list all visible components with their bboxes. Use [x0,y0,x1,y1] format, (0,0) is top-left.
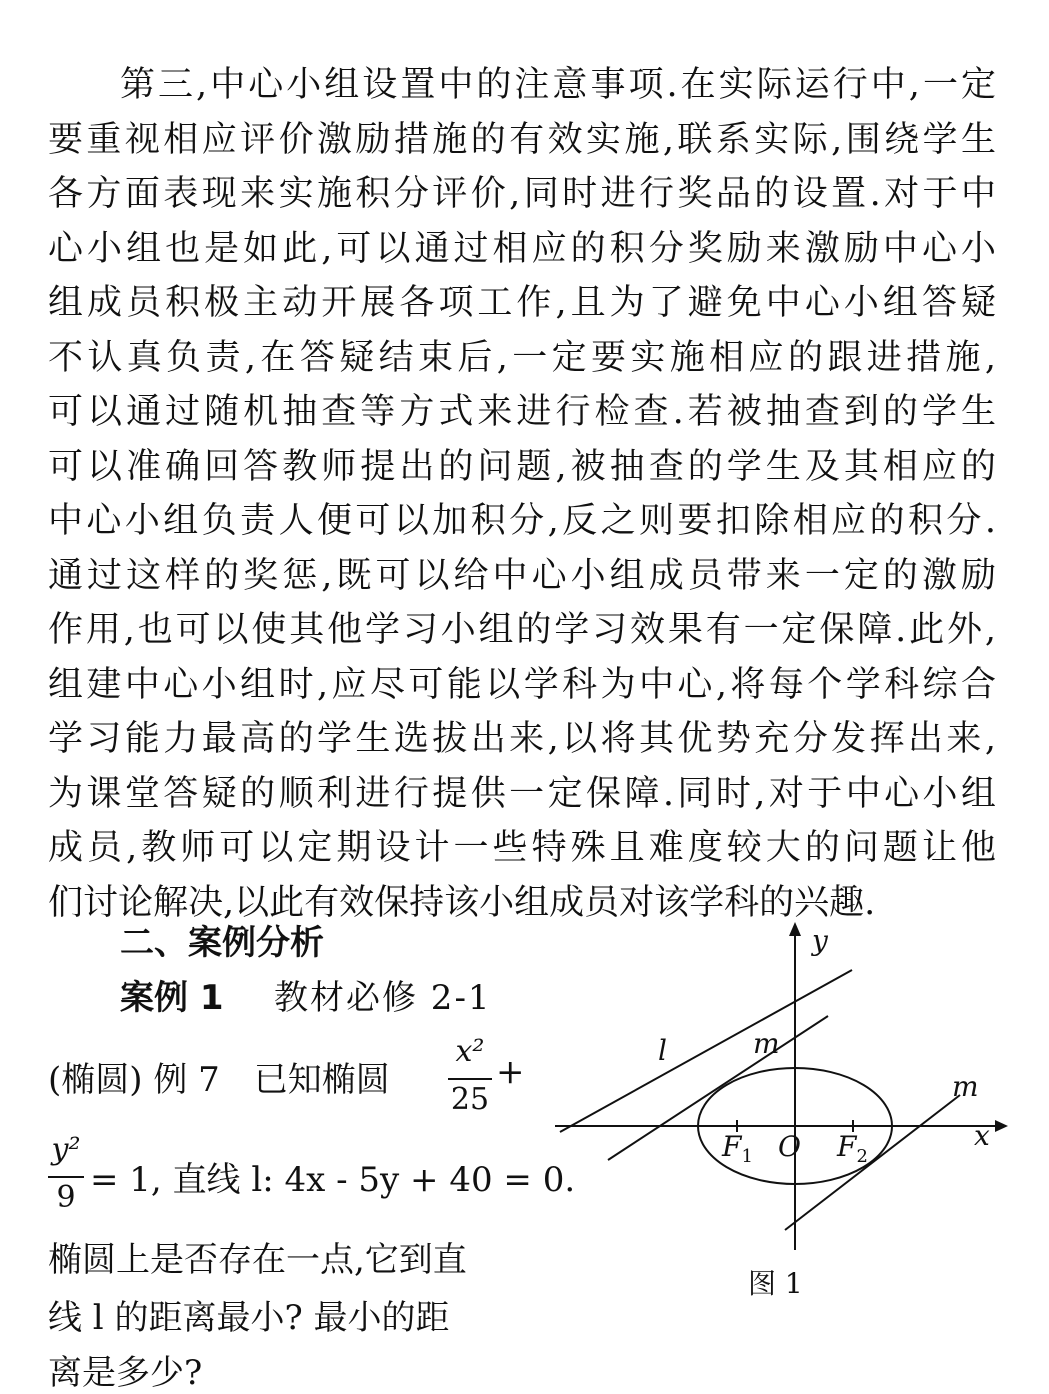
paragraph-line: 心小组也是如此,可以通过相应的积分奖励来激励中心小 [48,228,996,269]
fraction-numerator: y² [51,1132,81,1167]
case-title: 案例 1 [120,978,224,1018]
label-origin: O [778,1130,801,1163]
fraction-denominator: 25 [450,1082,490,1117]
label-m-upper: m [753,1027,780,1060]
y-axis-arrow-icon [789,922,801,936]
problem-line-2: (椭圆) 例 7 已知椭圆 [48,1060,390,1100]
paragraph-line: 可以准确回答教师提出的问题,被抽查的学生及其相应的 [48,446,996,487]
paragraph-line: 可以通过随机抽查等方式来进行检查.若被抽查到的学生 [48,392,996,432]
paragraph-line: 中心小组负责人便可以加积分,反之则要扣除相应的积分. [48,501,996,541]
paragraph-line: 学习能力最高的学生选拔出来,以将其优势充分发挥出来, [48,719,996,759]
body-paragraph [48,58,996,930]
line-m-lower [785,1095,960,1230]
fraction-denominator: 9 [56,1180,76,1215]
paragraph-line: 组成员积极主动开展各项工作,且为了避免中心小组答疑 [48,283,996,323]
problem-line-6: 离是多少? [48,1353,203,1393]
fraction-x2-over-25 [448,1032,492,1122]
label-x: x [974,1119,990,1152]
paragraph-line: 组建中心小组时,应尽可能以学科为中心,将每个学科综合 [48,664,996,705]
problem-line-4: 椭圆上是否存在一点,它到直 [48,1240,467,1280]
label-f2: $F_2$ [837,1130,868,1167]
label-l: l [658,1034,667,1067]
paragraph-line: 成员,教师可以定期设计一些特殊且难度较大的问题让他 [48,828,996,868]
fraction-bar [448,1078,492,1080]
paragraph-line: 为课堂答疑的顺利进行提供一定保障.同时,对于中心小组 [48,773,996,814]
problem-line-3: = 1, 直线 l: 4x - 5y + 40 = 0. [90,1160,576,1200]
fraction-numerator: x² [455,1034,485,1069]
paragraph-line: 作用,也可以使其他学习小组的学习效果有一定保障.此外, [48,610,996,650]
x-axis-arrow-icon [995,1120,1008,1132]
label-m-lower: m [952,1070,979,1103]
line-l [560,970,852,1132]
paragraph-line: 要重视相应评价激励措施的有效实施,联系实际,围绕学生 [48,119,996,160]
paragraph-line: 们讨论解决,以此有效保持该小组成员对该学科的兴趣. [48,882,876,923]
section-heading: 二、案例分析 [120,923,324,963]
fraction-y2-over-9 [48,1130,84,1220]
plus-sign: + [496,1052,525,1092]
paragraph-line: 不认真负责,在答疑结束后,一定要实施相应的跟进措施, [48,337,996,378]
case-source: 教材必修 2-1 [274,978,492,1018]
paragraph-line: 各方面表现来实施积分评价,同时进行奖品的设置.对于中 [48,174,996,214]
problem-line-5: 线 l 的距离最小? 最小的距 [48,1298,450,1338]
label-y: y [812,924,828,957]
label-f1: $F_1$ [722,1130,753,1167]
paragraph-line: 第三,中心小组设置中的注意事项.在实际运行中,一定 [120,65,996,105]
paragraph-line: 通过这样的奖惩,既可以给中心小组成员带来一定的激励 [48,555,996,596]
fraction-bar [48,1176,84,1178]
figure-caption: 图 1 [748,1267,803,1300]
ellipse-figure [550,920,1010,1260]
